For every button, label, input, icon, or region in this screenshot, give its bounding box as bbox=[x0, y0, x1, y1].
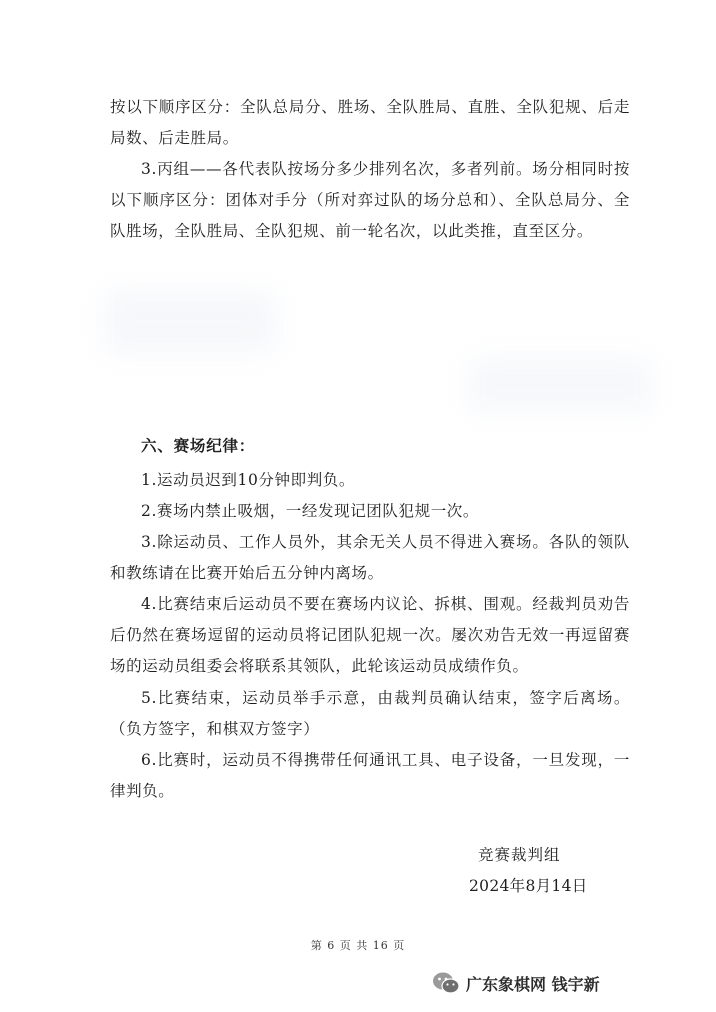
source-watermark bbox=[432, 968, 600, 998]
paragraph-group-c: 3.丙组——各代表队按场分多少排列名次，多者列前。场分相同时按以下顺序区分：团体对手分（所对弈过队的场分总和）、全队总局分、全队胜场，全队胜局、全队犯规、前一轮名次，以此类推，直至区分。 bbox=[110, 160, 630, 240]
signoff-date: 2024年8月14日 bbox=[469, 877, 588, 895]
source-watermark-text: 广东象棋网 钱宇新 bbox=[466, 974, 600, 994]
blurred-watermark bbox=[105, 292, 275, 352]
rule-item: 1.运动员迟到10分钟即判负。 bbox=[141, 471, 356, 489]
page-number: 第 6 页 共 16 页 bbox=[310, 939, 406, 952]
rule-item: 6.比赛时，运动员不得携带任何通讯工具、电子设备，一旦发现，一律判负。 bbox=[110, 751, 630, 800]
rule-item: 3.除运动员、工作人员外，其余无关人员不得进入赛场。各队的领队和教练请在比赛开始后五分钟内离场。 bbox=[110, 533, 630, 582]
rule-item: 2.赛场内禁止吸烟，一经发现记团队犯规一次。 bbox=[141, 502, 479, 520]
blurred-watermark-2 bbox=[470, 360, 650, 410]
paragraph-tiebreak-order: 按以下顺序区分：全队总局分、胜场、全队胜局、直胜、全队犯规、后走局数、后走胜局。 bbox=[110, 98, 630, 147]
section-heading-discipline: 六、赛场纪律： bbox=[141, 436, 256, 455]
rule-item: 4.比赛结束后运动员不要在赛场内议论、拆棋、围观。经裁判员劝告后仍然在赛场逗留的运动员将记团队犯规一次。屡次劝告无效一再逗留赛场的运动员组委会将联系其领队，此轮该运动员成绩作负。 bbox=[110, 595, 630, 675]
signoff-organization: 竞赛裁判组 bbox=[478, 846, 561, 864]
wechat-icon bbox=[432, 971, 460, 995]
rule-item: 5.比赛结束，运动员举手示意，由裁判员确认结束，签字后离场。（负方签字，和棋双方签字） bbox=[110, 689, 630, 738]
